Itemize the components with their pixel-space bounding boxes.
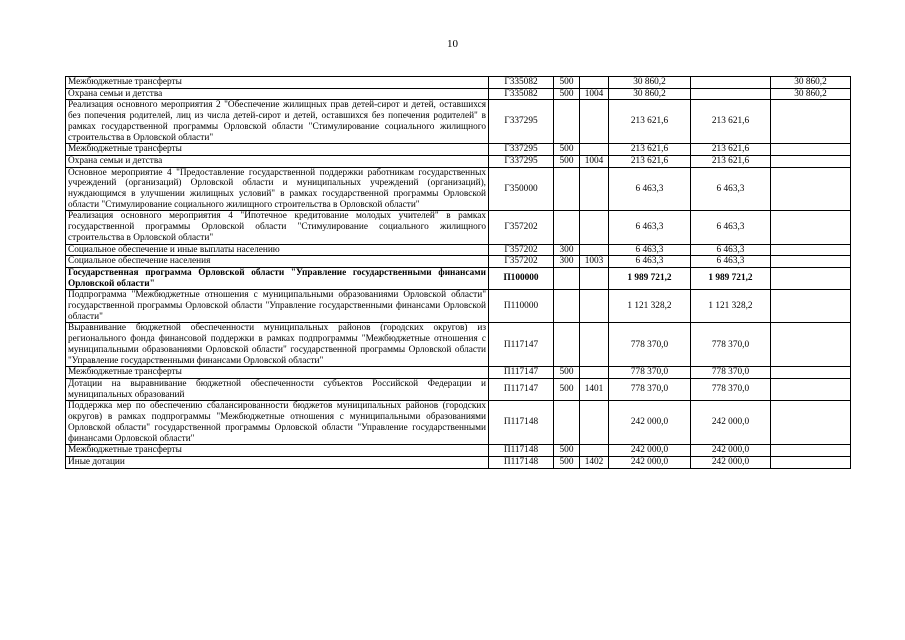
row-expense-type bbox=[554, 100, 580, 144]
row-amount-federal: 30 860,2 bbox=[771, 88, 851, 100]
row-target-code: Г350000 bbox=[489, 167, 554, 211]
row-section-code: 1402 bbox=[580, 456, 609, 468]
table-row bbox=[66, 100, 851, 144]
row-amount-total: 1 989 721,2 bbox=[609, 267, 691, 289]
row-name: Иные дотации bbox=[66, 456, 489, 468]
table-row bbox=[66, 378, 851, 400]
row-amount-total: 6 463,3 bbox=[609, 167, 691, 211]
row-amount-total: 778 370,0 bbox=[609, 367, 691, 379]
row-amount-budget: 1 989 721,2 bbox=[691, 267, 771, 289]
row-target-code: П100000 bbox=[489, 267, 554, 289]
row-expense-type: 500 bbox=[554, 445, 580, 457]
row-expense-type: 500 bbox=[554, 88, 580, 100]
row-amount-budget bbox=[691, 77, 771, 89]
row-target-code: Г337295 bbox=[489, 144, 554, 156]
budget-table-body bbox=[66, 77, 851, 469]
row-target-code: П117148 bbox=[489, 456, 554, 468]
row-section-code bbox=[580, 367, 609, 379]
table-row bbox=[66, 155, 851, 167]
row-target-code: П117147 bbox=[489, 367, 554, 379]
table-row bbox=[66, 290, 851, 323]
row-name: Охрана семьи и детства bbox=[66, 88, 489, 100]
row-amount-total: 213 621,6 bbox=[609, 144, 691, 156]
row-amount-total: 213 621,6 bbox=[609, 100, 691, 144]
table-row bbox=[66, 323, 851, 367]
row-amount-total: 242 000,0 bbox=[609, 456, 691, 468]
row-target-code: Г357202 bbox=[489, 244, 554, 256]
row-target-code: Г357202 bbox=[489, 256, 554, 268]
row-expense-type: 300 bbox=[554, 244, 580, 256]
row-amount-federal bbox=[771, 100, 851, 144]
row-name: Реализация основного мероприятия 4 "Ипотечное кредитование молодых учителей" в рамках государственной программы Орловской области "Стимулирование социального жилищного строительства в Орловской области" bbox=[66, 211, 489, 244]
row-section-code bbox=[580, 144, 609, 156]
row-amount-federal bbox=[771, 323, 851, 367]
row-expense-type: 500 bbox=[554, 144, 580, 156]
row-amount-budget: 6 463,3 bbox=[691, 211, 771, 244]
row-amount-federal bbox=[771, 155, 851, 167]
page-number: 10 bbox=[447, 38, 458, 50]
row-amount-budget: 242 000,0 bbox=[691, 456, 771, 468]
row-name: Дотации на выравнивание бюджетной обеспеченности субъектов Российской Федерации и муниципальных образований bbox=[66, 378, 489, 400]
row-amount-federal bbox=[771, 401, 851, 445]
row-amount-total: 242 000,0 bbox=[609, 445, 691, 457]
row-expense-type: 500 bbox=[554, 367, 580, 379]
row-amount-federal: 30 860,2 bbox=[771, 77, 851, 89]
row-amount-budget: 242 000,0 bbox=[691, 401, 771, 445]
row-amount-federal bbox=[771, 244, 851, 256]
row-expense-type bbox=[554, 167, 580, 211]
row-amount-federal bbox=[771, 256, 851, 268]
row-amount-federal bbox=[771, 144, 851, 156]
row-expense-type: 500 bbox=[554, 155, 580, 167]
row-amount-federal bbox=[771, 267, 851, 289]
row-section-code bbox=[580, 211, 609, 244]
row-amount-total: 213 621,6 bbox=[609, 155, 691, 167]
row-amount-budget: 213 621,6 bbox=[691, 144, 771, 156]
row-amount-budget bbox=[691, 88, 771, 100]
row-target-code: П117147 bbox=[489, 378, 554, 400]
row-amount-budget: 242 000,0 bbox=[691, 445, 771, 457]
row-expense-type: 300 bbox=[554, 256, 580, 268]
table-row bbox=[66, 401, 851, 445]
row-name: Реализация основного мероприятия 2 "Обеспечение жилищных прав детей-сирот и детей, оставшихся без попечения родителей, лиц из числа детей-сирот и детей, оставшихся без попечения родителей" в рамках государственной программы Орловской области "Стимулирование социального жилищного строительства в Орловской области" bbox=[66, 100, 489, 144]
row-section-code bbox=[580, 267, 609, 289]
row-amount-budget: 1 121 328,2 bbox=[691, 290, 771, 323]
row-section-code bbox=[580, 445, 609, 457]
row-amount-budget: 778 370,0 bbox=[691, 378, 771, 400]
table-row bbox=[66, 267, 851, 289]
row-target-code: Г335082 bbox=[489, 88, 554, 100]
row-name: Межбюджетные трансферты bbox=[66, 144, 489, 156]
row-amount-total: 6 463,3 bbox=[609, 211, 691, 244]
table-row bbox=[66, 256, 851, 268]
row-name: Государственная программа Орловской области "Управление государственными финансами Орловской области" bbox=[66, 267, 489, 289]
row-target-code: П117147 bbox=[489, 323, 554, 367]
row-section-code bbox=[580, 167, 609, 211]
row-section-code: 1003 bbox=[580, 256, 609, 268]
row-section-code bbox=[580, 290, 609, 323]
row-name: Поддержка мер по обеспечению сбалансированности бюджетов муниципальных районов (городских округов) в рамках подпрограммы "Межбюджетные отношения с муниципальными образованиями Орловской области" государственной программы Орловской области "Управление государственными финансами Орловской области" bbox=[66, 401, 489, 445]
row-amount-total: 778 370,0 bbox=[609, 323, 691, 367]
row-amount-federal bbox=[771, 211, 851, 244]
row-expense-type: 500 bbox=[554, 378, 580, 400]
row-amount-budget: 6 463,3 bbox=[691, 256, 771, 268]
row-section-code: 1401 bbox=[580, 378, 609, 400]
row-section-code bbox=[580, 323, 609, 367]
row-name: Социальное обеспечение населения bbox=[66, 256, 489, 268]
row-target-code: Г335082 bbox=[489, 77, 554, 89]
row-amount-total: 6 463,3 bbox=[609, 244, 691, 256]
row-expense-type bbox=[554, 401, 580, 445]
table-row bbox=[66, 167, 851, 211]
row-target-code: П117148 bbox=[489, 445, 554, 457]
row-name: Межбюджетные трансферты bbox=[66, 367, 489, 379]
row-amount-budget: 6 463,3 bbox=[691, 244, 771, 256]
row-name: Основное мероприятие 4 "Предоставление государственной поддержки работникам государственных учреждений (организаций) Орловской области и муниципальных учреждений (организаций), нуждающимся в улучшении жилищных условий" в рамках государственной программы Орловской области "Стимулирование социального жилищного строительства в Орловской области" bbox=[66, 167, 489, 211]
table-row bbox=[66, 77, 851, 89]
row-section-code: 1004 bbox=[580, 155, 609, 167]
row-amount-federal bbox=[771, 290, 851, 323]
row-section-code bbox=[580, 77, 609, 89]
row-amount-budget: 778 370,0 bbox=[691, 367, 771, 379]
row-amount-total: 6 463,3 bbox=[609, 256, 691, 268]
row-amount-federal bbox=[771, 456, 851, 468]
row-amount-budget: 6 463,3 bbox=[691, 167, 771, 211]
row-amount-budget: 213 621,6 bbox=[691, 155, 771, 167]
row-amount-budget: 778 370,0 bbox=[691, 323, 771, 367]
row-amount-total: 242 000,0 bbox=[609, 401, 691, 445]
row-name: Социальное обеспечение и иные выплаты населению bbox=[66, 244, 489, 256]
row-amount-total: 30 860,2 bbox=[609, 77, 691, 89]
row-amount-federal bbox=[771, 167, 851, 211]
row-name: Подпрограмма "Межбюджетные отношения с муниципальными образованиями Орловской области" государственной программы Орловской области "Управление государственными финансами Орловской области" bbox=[66, 290, 489, 323]
row-expense-type bbox=[554, 267, 580, 289]
row-section-code bbox=[580, 244, 609, 256]
row-name: Выравнивание бюджетной обеспеченности муниципальных районов (городских округов) из регионального фонда финансовой поддержки в рамках подпрограммы "Межбюджетные отношения с муниципальными образованиями Орловской области" государственной программы Орловской области "Управление государственными финансами Орловской области" bbox=[66, 323, 489, 367]
row-target-code: Г337295 bbox=[489, 155, 554, 167]
row-section-code bbox=[580, 401, 609, 445]
table-row bbox=[66, 456, 851, 468]
row-amount-budget: 213 621,6 bbox=[691, 100, 771, 144]
row-amount-federal bbox=[771, 378, 851, 400]
row-section-code bbox=[580, 100, 609, 144]
row-name: Охрана семьи и детства bbox=[66, 155, 489, 167]
row-amount-federal bbox=[771, 367, 851, 379]
row-amount-total: 778 370,0 bbox=[609, 378, 691, 400]
table-row bbox=[66, 211, 851, 244]
row-section-code: 1004 bbox=[580, 88, 609, 100]
row-target-code: Г337295 bbox=[489, 100, 554, 144]
row-name: Межбюджетные трансферты bbox=[66, 77, 489, 89]
row-expense-type bbox=[554, 290, 580, 323]
table-row bbox=[66, 144, 851, 156]
row-amount-total: 30 860,2 bbox=[609, 88, 691, 100]
row-target-code: П110000 bbox=[489, 290, 554, 323]
table-row bbox=[66, 88, 851, 100]
row-expense-type: 500 bbox=[554, 456, 580, 468]
row-expense-type: 500 bbox=[554, 77, 580, 89]
row-target-code: Г357202 bbox=[489, 211, 554, 244]
row-name: Межбюджетные трансферты bbox=[66, 445, 489, 457]
row-expense-type bbox=[554, 211, 580, 244]
row-target-code: П117148 bbox=[489, 401, 554, 445]
table-row bbox=[66, 244, 851, 256]
row-expense-type bbox=[554, 323, 580, 367]
row-amount-federal bbox=[771, 445, 851, 457]
budget-table bbox=[65, 76, 851, 469]
table-row bbox=[66, 445, 851, 457]
table-row bbox=[66, 367, 851, 379]
row-amount-total: 1 121 328,2 bbox=[609, 290, 691, 323]
